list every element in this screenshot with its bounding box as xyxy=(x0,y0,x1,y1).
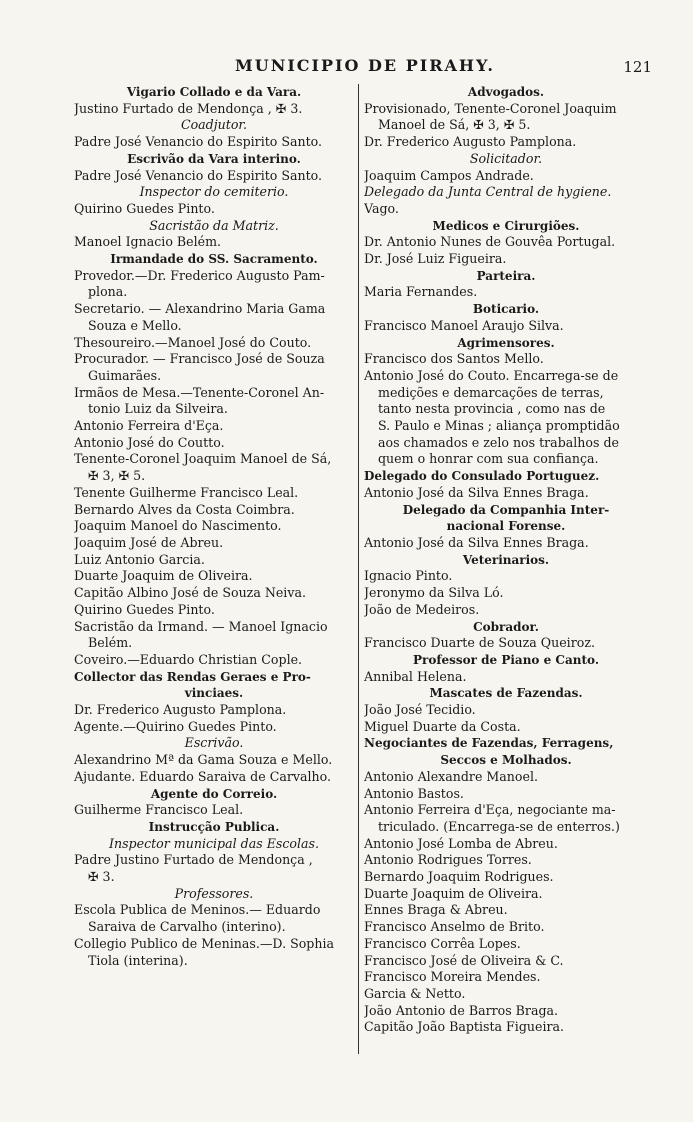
entry-line: Saraiva de Carvalho (interino). xyxy=(88,919,286,935)
entry-line: Tiola (interina). xyxy=(88,952,188,968)
entry-line: Maria Fernandes. xyxy=(364,284,478,300)
entry-line: Antonio Ferreira d'Eça. xyxy=(74,418,224,434)
section-heading: Agente do Correio. xyxy=(150,786,278,801)
entry-line: Manoel de Sá, ✠ 3, ✠ 5. xyxy=(378,117,531,133)
section-heading: Inspector municipal das Escolas. xyxy=(109,835,319,851)
section-heading: Parteira. xyxy=(476,268,536,283)
section-heading: Professores. xyxy=(174,885,254,901)
entry-line: S. Paulo e Minas ; aliança promptidão xyxy=(378,418,620,434)
section-heading: Cobrador. xyxy=(473,619,539,634)
entry-line: Francisco Manoel Araujo Silva. xyxy=(364,317,564,333)
entry-line: Provisionado, Tenente-Coronel Joaquim xyxy=(364,100,617,116)
entry-line: Vago. xyxy=(364,200,399,216)
entry-line: Ignacio Pinto. xyxy=(364,568,453,584)
page-header xyxy=(70,56,660,80)
entry-line: Luiz Antonio Garcia. xyxy=(74,551,205,567)
entry-line: plona. xyxy=(88,284,128,300)
entry-line: Padre José Venancio do Espirito Santo. xyxy=(74,167,323,183)
entry-line: Antonio Alexandre Manoel. xyxy=(364,768,538,784)
section-heading: Medicos e Cirurgiões. xyxy=(432,218,580,233)
section-heading: Mascates de Fazendas. xyxy=(429,686,583,701)
entry-line: Bernardo Joaquim Rodrigues. xyxy=(364,869,554,885)
entry-line: ✠ 3. xyxy=(88,869,115,885)
entry-line: Ajudante. Eduardo Saraiva de Carvalho. xyxy=(74,768,331,784)
left-column xyxy=(74,84,354,969)
section-heading: Delegado da Companhia Inter- xyxy=(402,502,610,517)
entry-line: ✠ 3, ✠ 5. xyxy=(88,468,146,484)
section-heading: Collector das Rendas Geraes e Pro- xyxy=(74,669,311,684)
entry-line: Francisco Anselmo de Brito. xyxy=(364,919,545,935)
entry-line: Antonio Rodrigues Torres. xyxy=(364,852,532,868)
entry-line: Thesoureiro.—Manoel José do Couto. xyxy=(74,334,312,350)
entry-line: Joaquim Manoel do Nascimento. xyxy=(74,518,282,534)
entry-line: Joaquim Campos Andrade. xyxy=(364,167,534,183)
entry-line: Padre José Venancio do Espirito Santo. xyxy=(74,134,323,150)
entry-line: João Antonio de Barros Braga. xyxy=(364,1002,559,1018)
entry-line: Manoel Ignacio Belém. xyxy=(74,234,222,250)
entry-line: Bernardo Alves da Costa Coimbra. xyxy=(74,501,295,517)
entry-line: Antonio Bastos. xyxy=(364,785,464,801)
section-heading: Agrimensores. xyxy=(457,335,555,350)
right-column xyxy=(364,84,648,1036)
entry-line: Duarte Joaquim de Oliveira. xyxy=(74,568,253,584)
entry-line: Collegio Publico de Meninas.—D. Sophia xyxy=(74,935,334,951)
entry-line: Alexandrino Mª da Gama Souza e Mello. xyxy=(74,752,333,768)
entry-line: Antonio José da Silva Ennes Braga. xyxy=(364,484,589,500)
entry-line: Procurador. — Francisco José de Souza xyxy=(74,351,325,367)
entry-line: Quirino Guedes Pinto. xyxy=(74,601,215,617)
entry-line: Antonio José do Coutto. xyxy=(74,434,225,450)
entry-line: Dr. José Luiz Figueira. xyxy=(364,251,507,267)
entry-line: Quirino Guedes Pinto. xyxy=(74,200,215,216)
entry-line: Antonio Ferreira d'Eça, negociante ma- xyxy=(364,802,616,818)
entry-line: Antonio José do Couto. Encarrega-se de xyxy=(364,367,619,383)
entry-line: Francisco José de Oliveira & C. xyxy=(364,952,564,968)
section-heading: Coadjutor. xyxy=(180,117,248,133)
entry-line: Francisco Corrêa Lopes. xyxy=(364,935,521,951)
entry-line: Dr. Antonio Nunes de Gouvêa Portugal. xyxy=(364,234,616,250)
entry-line: Agente.—Quirino Guedes Pinto. xyxy=(74,718,277,734)
entry-line: Miguel Duarte da Costa. xyxy=(364,718,521,734)
entry-line: Guimarães. xyxy=(88,367,162,383)
section-heading: Veterinarios. xyxy=(462,552,550,567)
entry-line: Padre Justino Furtado de Mendonça , xyxy=(74,852,313,868)
entry-line: Dr. Frederico Augusto Pamplona. xyxy=(364,134,577,150)
entry-line: Guilherme Francisco Leal. xyxy=(74,802,244,818)
entry-line: tanto nesta provincia , como nas de xyxy=(378,401,606,417)
entry-line: Delegado da Junta Central de hygiene. xyxy=(364,184,612,200)
entry-line: quem o honrar com sua confiança. xyxy=(378,451,599,467)
section-heading: Delegado do Consulado Portuguez. xyxy=(364,469,600,484)
entry-line: João José Tecidio. xyxy=(364,702,476,718)
entry-line: Justino Furtado de Mendonça , ✠ 3. xyxy=(74,100,303,116)
entry-line: Capitão Albino José de Souza Neiva. xyxy=(74,585,306,601)
entry-line: Duarte Joaquim de Oliveira. xyxy=(364,885,543,901)
entry-line: triculado. (Encarrega-se de enterros.) xyxy=(378,818,620,834)
entry-line: Francisco Moreira Mendes. xyxy=(364,969,541,985)
entry-line: Dr. Frederico Augusto Pamplona. xyxy=(74,702,287,718)
entry-line: medições e demarcações de terras, xyxy=(378,384,604,400)
section-heading: Inspector do cemiterio. xyxy=(139,184,289,200)
entry-line: Secretario. — Alexandrino Maria Gama xyxy=(74,301,326,317)
section-heading: vinciaes. xyxy=(184,686,244,701)
section-heading: Escrivão da Vara interino. xyxy=(127,151,301,166)
section-heading: nacional Forense. xyxy=(446,519,566,534)
section-heading: Boticario. xyxy=(472,302,540,317)
section-heading: Seccos e Molhados. xyxy=(440,753,572,768)
section-heading: Advogados. xyxy=(467,85,545,99)
entry-line: Joaquim José de Abreu. xyxy=(74,534,224,550)
page-number: 121 xyxy=(623,58,652,76)
section-heading: Negociantes de Fazendas, Ferragens, xyxy=(364,736,614,751)
entry-line: Provedor.—Dr. Frederico Augusto Pam- xyxy=(74,267,325,283)
entry-line: Francisco Duarte de Souza Queiroz. xyxy=(364,635,595,651)
entry-line: aos chamados e zelo nos trabalhos de xyxy=(378,434,619,450)
entry-line: João de Medeiros. xyxy=(364,601,480,617)
entry-line: Francisco dos Santos Mello. xyxy=(364,351,544,367)
entry-line: Tenente-Coronel Joaquim Manoel de Sá, xyxy=(74,451,332,467)
entry-line: Annibal Helena. xyxy=(364,668,467,684)
entry-line: Souza e Mello. xyxy=(88,317,182,333)
entry-line: Tenente Guilherme Francisco Leal. xyxy=(74,484,299,500)
entry-line: Sacristão da Irmand. — Manoel Ignacio xyxy=(74,618,328,634)
section-heading: Instrucção Publica. xyxy=(148,819,280,834)
section-heading: Escrivão. xyxy=(184,735,244,751)
entry-line: tonio Luiz da Silveira. xyxy=(88,401,228,417)
entry-line: Belém. xyxy=(88,635,133,651)
entry-line: Garcia & Netto. xyxy=(364,985,466,1001)
entry-line: Capitão João Baptista Figueira. xyxy=(364,1019,565,1035)
entry-line: Coveiro.—Eduardo Christian Cople. xyxy=(74,651,303,667)
section-heading: Professor de Piano e Canto. xyxy=(412,652,599,667)
entry-line: Escola Publica de Meninos.— Eduardo xyxy=(74,902,321,918)
section-heading: Vigario Collado e da Vara. xyxy=(126,85,302,99)
entry-line: Antonio José da Silva Ennes Braga. xyxy=(364,534,589,550)
section-heading: Sacristão da Matriz. xyxy=(149,217,279,233)
entry-line: Ennes Braga & Abreu. xyxy=(364,902,508,918)
column-divider xyxy=(358,84,359,1054)
entry-line: Jeronymo da Silva Ló. xyxy=(364,585,504,601)
section-heading: Irmandade do SS. Sacramento. xyxy=(110,252,318,267)
entry-line: Antonio José Lomba de Abreu. xyxy=(364,835,558,851)
section-heading: Solicitador. xyxy=(469,150,543,166)
entry-line: Irmãos de Mesa.—Tenente-Coronel An- xyxy=(74,384,325,400)
page-title: MUNICIPIO DE PIRAHY. xyxy=(235,56,495,75)
